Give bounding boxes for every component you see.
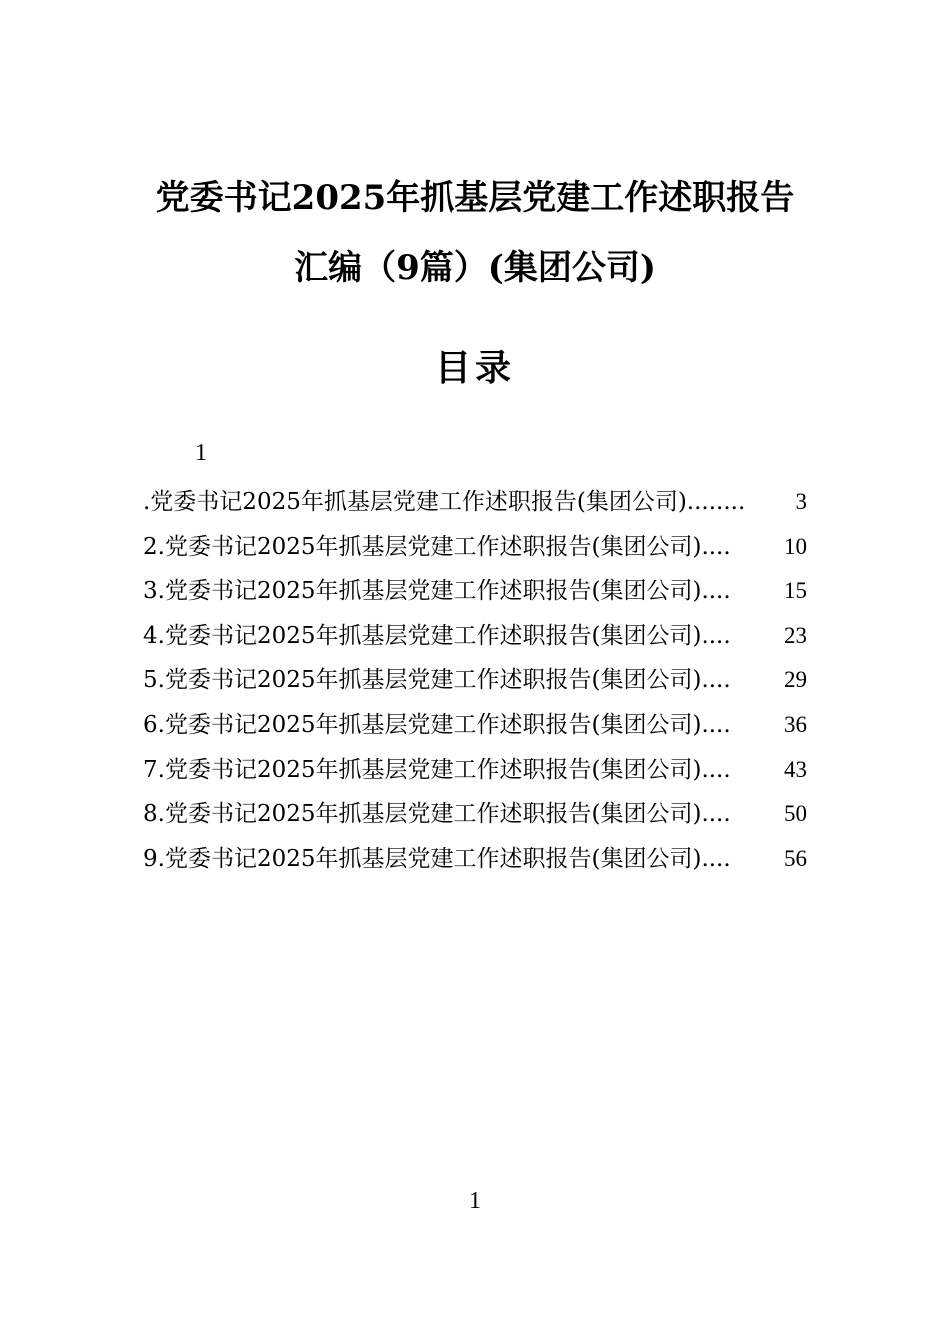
toc-page-number: 10 [784,533,807,559]
toc-leader-dots: .... [701,756,731,783]
toc-page-number: 50 [784,801,807,827]
toc-page-number: 15 [784,578,807,604]
toc-entry-title: .党委书记2025年抓基层党建工作述职报告(集团公司) [143,489,687,515]
toc-stray-number: 1 [195,440,207,466]
toc-entry-title: 9.党委书记2025年抓基层党建工作述职报告(集团公司) [143,845,702,872]
toc-page-number: 29 [784,667,807,693]
toc-leader-dots: .... [701,622,731,649]
document-title-line-1: 党委书记2025年抓基层党建工作述职报告 [155,178,795,218]
toc-heading: 目录 [434,347,515,389]
toc-entry-title: 7.党委书记2025年抓基层党建工作述职报告(集团公司) [143,756,702,783]
toc-leader-dots: .... [701,801,731,828]
toc-entry-8[interactable] [143,792,807,837]
toc-page-number: 3 [795,489,807,514]
toc-leader-dots: .... [701,533,731,560]
toc-entry-title: 5.党委书记2025年抓基层党建工作述职报告(集团公司) [143,667,702,694]
toc-entry-2[interactable] [143,525,807,570]
toc-entry-5[interactable] [143,658,807,703]
toc-page-number: 56 [784,845,807,871]
toc-entry-title: 3.党委书记2025年抓基层党建工作述职报告(集团公司) [143,578,702,605]
table-of-contents [143,480,807,881]
toc-entry-6[interactable] [143,703,807,748]
toc-leader-dots: .... [701,667,731,694]
toc-entry-title: 4.党委书记2025年抓基层党建工作述职报告(集团公司) [143,622,702,649]
toc-entry-7[interactable] [143,748,807,793]
toc-entry-1[interactable] [143,480,807,525]
toc-entry-3[interactable] [143,569,807,614]
document-title-line-2: 汇编（9篇）(集团公司) [294,248,656,288]
toc-leader-dots: ........ [686,489,746,515]
toc-page-number: 43 [784,756,807,782]
toc-page-number: 36 [784,711,807,737]
toc-entry-title: 2.党委书记2025年抓基层党建工作述职报告(集团公司) [143,533,702,560]
toc-page-number: 23 [784,622,807,648]
toc-entry-4[interactable] [143,614,807,659]
toc-entry-9[interactable] [143,837,807,882]
toc-leader-dots: .... [701,845,731,872]
toc-leader-dots: .... [701,578,731,605]
page-number: 1 [469,1188,481,1214]
toc-entry-title: 6.党委书记2025年抓基层党建工作述职报告(集团公司) [143,711,702,738]
toc-leader-dots: .... [701,711,731,738]
toc-entry-title: 8.党委书记2025年抓基层党建工作述职报告(集团公司) [143,801,702,828]
